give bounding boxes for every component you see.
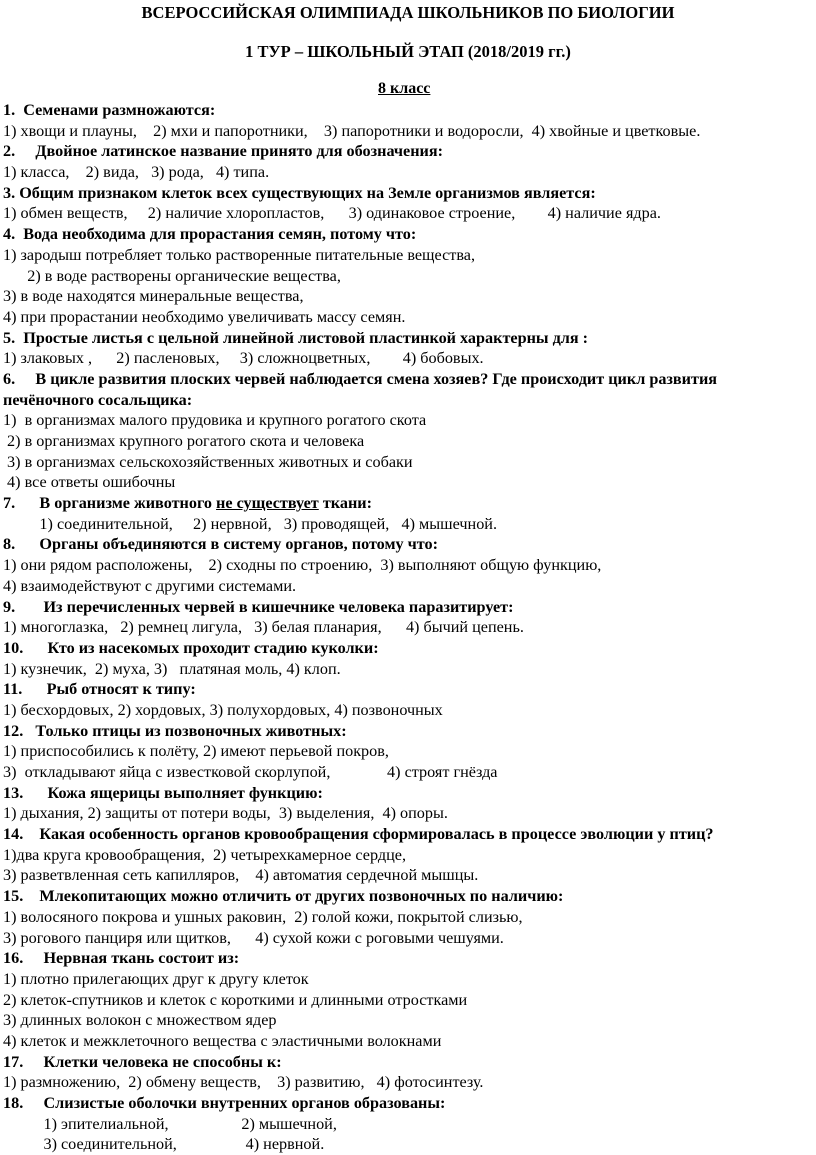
document-title: ВСЕРОССИЙСКАЯ ОЛИМПИАДА ШКОЛЬНИКОВ ПО БИОЛОГИИ (141, 3, 675, 22)
answer-options: 1) приспособились к полёту, 2) имеют перьевой покров, (3, 742, 389, 761)
question-text: 5. Простые листья с цельной линейной листовой пластинкой характерны для : (3, 328, 589, 347)
question-text: 12. Только птицы из позвоночных животных: (3, 721, 347, 740)
question-list (3, 100, 813, 1155)
question-text-part: ткани: (318, 494, 372, 513)
answer-options: 1) дыхания, 2) защиты от потери воды, 3) выделения, 4) опоры. (3, 804, 448, 823)
answer-options: 2) клеток-спутников и клеток с короткими и длинными отростками (3, 990, 468, 1009)
answer-options: 3) рогового панциря или щитков, 4) сухой кожи с роговыми чешуями. (3, 928, 504, 947)
answer-options: 3) откладывают яйца с известковой скорлупой, 4) строят гнёзда (3, 763, 498, 781)
question-text: 3. Общим признаком клеток всех существующих на Земле организмов является: (3, 183, 596, 202)
question-text: 8. Органы объединяются в систему органов, потому что: (3, 535, 438, 554)
answer-options: 1)два круга кровообращения, 2) четырехкамерное сердце, (3, 845, 406, 864)
answer-options: 1) соединительной, 2) нервной, 3) проводящей, 4) мышечной. (3, 514, 497, 533)
answer-options: 1) класса, 2) вида, 3) рода, 4) типа. (3, 163, 270, 182)
question-text: 18. Слизистые оболочки внутренних органов образованы: (3, 1094, 446, 1112)
question-text (3, 493, 813, 514)
answer-options: 4) все ответы ошибочны (3, 473, 176, 492)
answer-options: 3) длинных волокон с множеством ядер (3, 1011, 277, 1030)
answer-options: 2) в организмах крупного рогатого скота и человека (3, 432, 365, 450)
document-subtitle: 1 ТУР – ШКОЛЬНЫЙ ЭТАП (2018/2019 гг.) (245, 42, 571, 61)
question-text: 11. Рыб относят к типу: (3, 680, 196, 699)
answer-options: 1) зародыш потребляет только растворенные питательные вещества, (3, 245, 476, 264)
answer-options: 1) плотно прилегающих друг к другу клеток (3, 969, 309, 988)
question-text: 13. Кожа ящерицы выполняет функцию: (3, 783, 323, 802)
question-text: 17. Клетки человека не способны к: (3, 1052, 282, 1071)
answer-options: 4) при прорастании необходимо увеличивать массу семян. (3, 307, 406, 326)
answer-options: 1) бесхордовых, 2) хордовых, 3) полухордовых, 4) позвоночных (3, 700, 443, 719)
answer-options: 1) злаковых , 2) пасленовых, 3) сложноцветных, 4) бобовых. (3, 349, 484, 368)
answer-options: 3) в воде находятся минеральные вещества, (3, 287, 304, 306)
answer-options: 2) в воде растворены органические вещества, (3, 266, 341, 285)
question-text: 16. Нервная ткань состоит из: (3, 949, 240, 968)
answer-options: 1) они рядом расположены, 2) сходны по строению, 3) выполняют общую функцию, (3, 556, 602, 575)
answer-options: 1) кузнечик, 2) муха, 3) платяная моль, 4) клоп. (3, 659, 341, 678)
answer-options: 4) взаимодействуют с другими системами. (3, 576, 297, 595)
answer-options: 3) разветвленная сеть капилляров, 4) автоматия сердечной мышцы. (3, 866, 479, 885)
question-text: 15. Млекопитающих можно отличить от других позвоночных по наличию: (3, 887, 564, 906)
answer-options: 4) клеток и межклеточного вещества с эластичными волокнами (3, 1031, 442, 1050)
answer-options: 1) размножению, 2) обмену веществ, 3) развитию, 4) фотосинтезу. (3, 1073, 484, 1092)
question-text: 2. Двойное латинское название принято для обозначения: (3, 142, 444, 161)
answer-options: 1) волосяного покрова и ушных раковин, 2) голой кожи, покрытой слизью, (3, 907, 523, 926)
question-text: печёночного сосальщика: (3, 390, 193, 409)
question-text: 10. Кто из насекомых проходит стадию куколки: (3, 638, 379, 657)
question-text: 1. Семенами размножаются: (3, 101, 216, 119)
answer-options: 3) соединительной, 4) нервной. (3, 1135, 325, 1154)
emphasis-underlined: не существует (216, 494, 319, 513)
answer-options: 1) в организмах малого прудовика и крупного рогатого скота (3, 411, 427, 430)
question-text: 9. Из перечисленных червей в кишечнике человека паразитирует: (3, 597, 514, 616)
answer-options: 1) обмен веществ, 2) наличие хлоропластов, 3) одинаковое строение, 4) наличие ядра. (3, 204, 661, 223)
answer-options: 1) многоглазка, 2) ремнец лигула, 3) белая планария, 4) бычий цепень. (3, 618, 524, 637)
question-text: 4. Вода необходима для прорастания семян, потому что: (3, 225, 417, 244)
answer-options: 3) в организмах сельскохозяйственных животных и собаки (3, 452, 413, 471)
grade-heading: 8 класс (378, 80, 431, 97)
question-text: 6. В цикле развития плоских червей наблюдается смена хозяев? Где происходит цикл развития (3, 369, 718, 388)
question-text: 14. Какая особенность органов кровообращения сформировалась в процессе эволюции у птиц? (3, 825, 714, 844)
answer-options: 1) эпителиальной, 2) мышечной, (3, 1114, 337, 1133)
question-text-part: 7. В организме животного (3, 494, 217, 513)
answer-options: 1) хвощи и плауны, 2) мхи и папоротники, 3) папоротники и водоросли, 4) хвойные и цветковые. (3, 121, 701, 140)
